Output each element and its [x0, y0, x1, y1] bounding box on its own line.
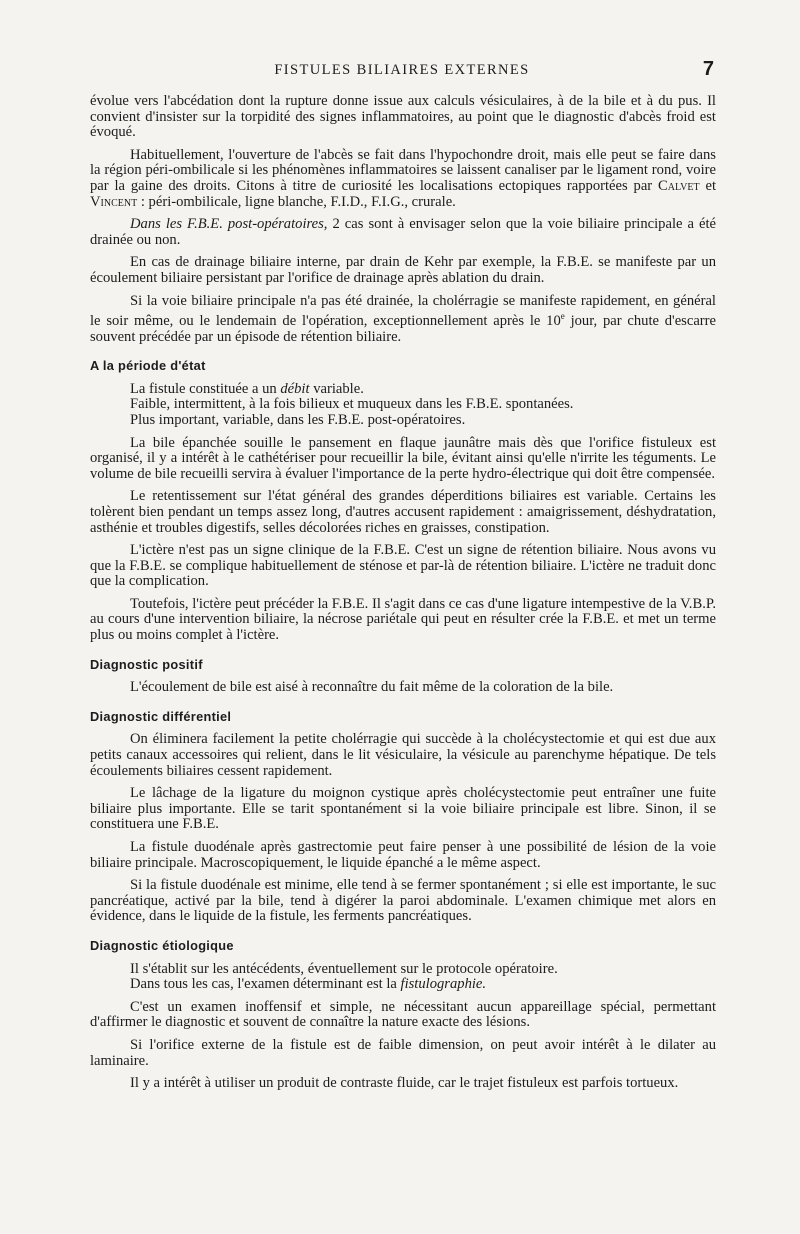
paragraph-ictere: L'ictère n'est pas un signe clinique de la F.B.E. C'est un signe de rétention biliaire. Nous avons vu que la F.B.E. se complique habituellement de sténose et par-là de rétention biliaire. L'ictère ne traduit donc que la complication. — [90, 542, 716, 590]
paragraph-post-operatoires — [90, 217, 716, 248]
paragraph-plus-important: Plus important, variable, dans les F.B.E. post-opératoires. — [130, 411, 466, 428]
paragraph-fistulographie — [90, 977, 716, 993]
paragraph-faible: Faible, intermittent, à la fois bilieux et muqueux dans les F.B.E. spontanées. — [130, 396, 574, 413]
paragraph-text: Habituellement, l'ouverture de l'abcès se fait dans l'hypochondre droit, mais elle peut se faire dans la région péri-ombilicale si les phénomènes inflammatoires se laissent canaliser par le ligament rond, voire par la gaine des droits. Citons à titre de curiosité les localisations ectopiques rapportées par — [90, 146, 716, 194]
paragraph-suc-pancreatique: Si la fistule duodénale est minime, elle tend à se fermer spontanément ; si elle est importante, le suc pancréatique, activé par la bile, tend à digérer la paroi abdominale. L'examen chimique met alors en évidence, dans le liquide de la fistule, les ferments pancréatiques. — [90, 877, 716, 925]
paragraph-text: Dans tous les cas, l'examen déterminant est la — [130, 976, 401, 993]
paragraph-retentissement: Le retentissement sur l'état général des grandes déperditions biliaires est variable. Certains les tolèrent bien pendant un temps assez long, d'autres accusent rapidement : amaigrissement, déshydratation, asthénie et troubles digestifs, selles décolorées riches en graisses, constipation. — [90, 488, 716, 536]
paragraph-ecoulement: L'écoulement de bile est aisé à reconnaître du fait même de la coloration de la bile. — [130, 679, 614, 696]
section-heading-diagnostic-etiologique: Diagnostic étiologique — [90, 937, 234, 953]
paragraph-debit — [90, 382, 716, 398]
section-heading-diagnostic-differentiel: Diagnostic différentiel — [90, 708, 232, 724]
superscript-e: e — [560, 311, 565, 322]
paragraph-cholerragie — [90, 294, 716, 346]
paragraph-lachage: Le lâchage de la ligature du moignon cystique après cholécystectomie peut entraîner une fuite biliaire plus importante. Elle se tarit spontanément si la voie biliaire principale est libre. Sinon, il se constituera une F.B.E. — [90, 785, 716, 833]
italic-phrase: Dans les F.B.E. post-opératoires, — [130, 216, 328, 233]
page-body — [90, 94, 716, 1099]
paragraph-produit-contraste: Il y a intérêt à utiliser un produit de contraste fluide, car le trajet fistuleux est parfois tortueux. — [130, 1075, 679, 1092]
paragraph-text: jour, par chute d'escarre souvent précédée par un épisode de rétention biliaire. — [90, 312, 716, 345]
author-vincent: Vincent — [90, 193, 138, 210]
section-heading-diagnostic-positif: Diagnostic positif — [90, 656, 203, 672]
author-calvet: Calvet — [658, 177, 700, 194]
paragraph-fistule-duodenale: La fistule duodénale après gastrectomie peut faire penser à une possibilité de lésion de la voie biliaire principale. Macroscopiquement, le liquide épanché a le même aspect. — [90, 839, 716, 871]
paragraph-eliminera: On éliminera facilement la petite cholérragie qui succède à la cholécystectomie et qui est due aux petits canaux accessoires qui relient, dans le lit vésiculaire, la vésicule au parenchyme hépatique. De tels écoulements biliaires cessent rapidement. — [90, 731, 716, 779]
paragraph-toutefois: Toutefois, l'ictère peut précéder la F.B.E. Il s'agit dans ce cas d'une ligature intempestive de la V.B.P. au cours d'une intervention biliaire, la nécrose pariétale qui peut en résulter crée la F.B.E. et met un terme plus ou moins complet à l'ictère. — [90, 595, 716, 644]
paragraph-drainage-interne: En cas de drainage biliaire interne, par drain de Kehr par exemple, la F.B.E. se manifeste par un écoulement biliaire persistant par l'orifice de drainage après ablation du drain. — [90, 254, 716, 286]
paragraph-text: variable. — [309, 380, 364, 397]
paragraph-text: 2 cas sont à envisager selon que la voie biliaire principale a été drainée ou non. — [90, 216, 717, 248]
paragraph-text: Si la voie biliaire principale n'a pas été drainée, la cholérragie se manifeste rapidement, en général le soir même, ou le lendemain de l'opération, exceptionnellement après le 10 — [90, 292, 716, 329]
paragraph-bile-epanchee: La bile épanchée souille le pansement en flaque jaunâtre mais dès que l'orifice fistuleux est organisé, il y a intérêt à le cathétériser pour recueillir la bile, évitant ainsi qu'elle n'irrite les téguments. Le volume de bile recueilli servira à évaluer l'importance de la perte hydro-électrique qui doit être compensée. — [90, 434, 716, 482]
italic-phrase: débit — [280, 380, 310, 397]
italic-phrase: fistulographie. — [400, 976, 487, 993]
paragraph-antecedents: Il s'établit sur les antécédents, éventuellement sur le protocole opératoire. — [130, 960, 558, 977]
paragraph-text: : péri-ombilicale, ligne blanche, F.I.D., F.I.G., crurale. — [137, 193, 456, 210]
running-title: FISTULES BILIAIRES EXTERNES — [274, 62, 530, 78]
paragraph-orifice-externe: Si l'orifice externe de la fistule est de faible dimension, on peut avoir intérêt à le dilater au laminaire. — [90, 1036, 716, 1069]
paragraph-text: et — [699, 177, 716, 194]
section-heading-periode-etat: A la période d'état — [90, 358, 206, 374]
paragraph-examen-inoffensif: C'est un examen inoffensif et simple, ne nécessitant aucun appareillage spécial, permettant d'affirmer le diagnostic et souvent de connaître la nature exacte des lésions. — [90, 998, 716, 1031]
paragraph-ouverture-abces — [90, 148, 716, 210]
paragraph-text: La fistule constituée a un — [130, 380, 281, 397]
running-head — [90, 60, 714, 84]
paragraph-abcedation: évolue vers l'abcédation dont la rupture donne issue aux calculs vésiculaires, à de la bile et à du pus. Il convient d'insister sur la torpidité des signes inflammatoires, au point que le diagnostic d'abcès froid est évoqué. — [90, 93, 716, 141]
page-number: 7 — [702, 58, 714, 80]
